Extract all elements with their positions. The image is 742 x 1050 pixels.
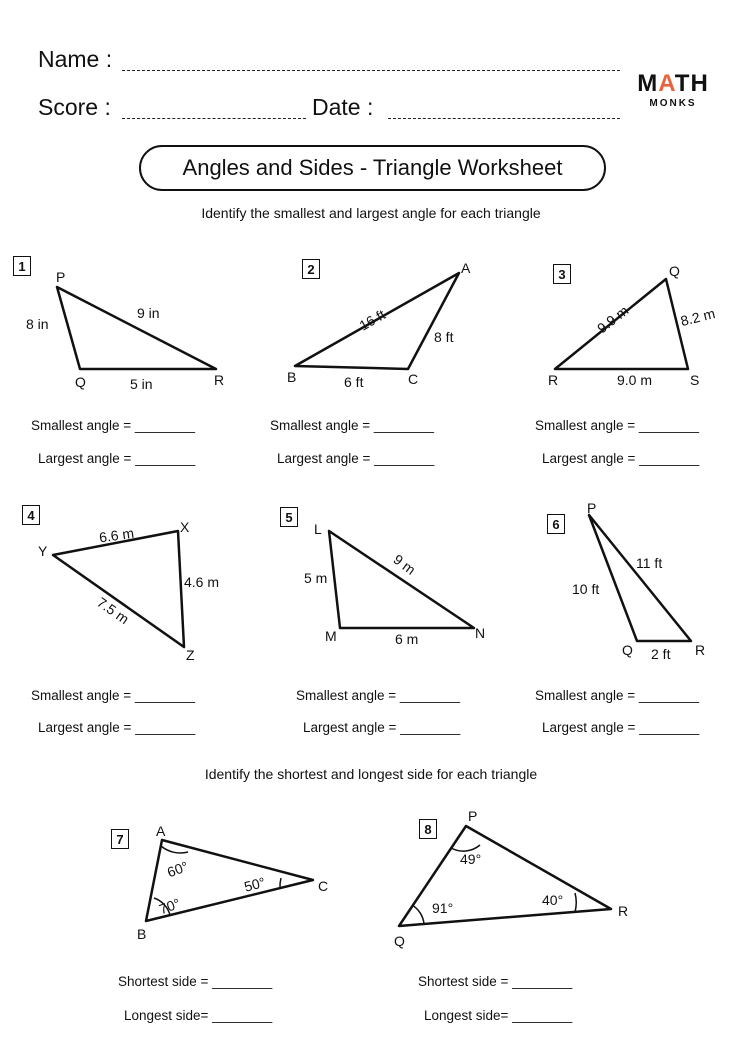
answer-longest-side-8[interactable]: Longest side= ________ <box>424 1008 573 1023</box>
date-label: Date : <box>312 94 374 120</box>
tri5-side-lm: 5 m <box>304 570 328 586</box>
triangle-4 <box>53 531 184 647</box>
tri2-side-ac: 8 ft <box>434 329 454 345</box>
tri1-vertex-q: Q <box>75 374 86 390</box>
tri7-angle-a: 60° <box>164 858 191 881</box>
worksheet-title: Angles and Sides - Triangle Worksheet <box>139 145 606 191</box>
tri4-side-yz: 7.5 m <box>94 593 132 628</box>
answer-largest-angle-1[interactable]: Largest angle = ________ <box>38 451 196 466</box>
answer-smallest-angle-1[interactable]: Smallest angle = ________ <box>31 418 195 433</box>
answer-smallest-angle-2[interactable]: Smallest angle = ________ <box>270 418 434 433</box>
tri1-side-qr: 5 in <box>130 376 153 392</box>
answer-largest-angle-4[interactable]: Largest angle = ________ <box>38 720 196 735</box>
answer-smallest-angle-3[interactable]: Smallest angle = ________ <box>535 418 699 433</box>
answer-shortest-side-7[interactable]: Shortest side = ________ <box>118 974 273 989</box>
tri4-vertex-y: Y <box>38 543 48 559</box>
answer-largest-angle-6[interactable]: Largest angle = ________ <box>542 720 700 735</box>
tri7-angle-b: 70° <box>156 895 183 918</box>
answer-longest-side-7[interactable]: Longest side= ________ <box>124 1008 273 1023</box>
tri3-vertex-r: R <box>548 372 559 388</box>
problem-number-6: 6 <box>547 514 565 534</box>
tri3-vertex-q: Q <box>669 263 680 279</box>
instruction-angles: Identify the smallest and largest angle for each triangle <box>201 205 541 221</box>
triangle-6 <box>589 515 691 641</box>
tri5-side-ln: 9 m <box>390 550 419 578</box>
logo-wordmark: MATH <box>637 70 709 97</box>
problem-number-8: 8 <box>419 819 437 839</box>
problem-number-5: 5 <box>280 507 298 527</box>
tri8-vertex-q: Q <box>394 933 405 949</box>
tri6-vertex-p: P <box>587 500 597 516</box>
tri5-vertex-m: M <box>325 628 337 644</box>
answer-smallest-angle-4[interactable]: Smallest angle = ________ <box>31 688 195 703</box>
problem-number-4: 4 <box>22 505 40 525</box>
tri6-vertex-q: Q <box>622 642 633 658</box>
name-label: Name : <box>38 46 113 72</box>
answer-shortest-side-8[interactable]: Shortest side = ________ <box>418 974 573 989</box>
triangle-8 <box>399 826 611 926</box>
answer-largest-angle-5[interactable]: Largest angle = ________ <box>303 720 461 735</box>
tri5-side-mn: 6 m <box>395 631 419 647</box>
tri1-side-pq: 8 in <box>26 316 49 332</box>
tri6-vertex-r: R <box>695 642 706 658</box>
logo-subtext: MONKS <box>649 98 697 109</box>
tri4-side-xz: 4.6 m <box>184 574 220 590</box>
tri2-side-ab: 16 ft <box>356 306 389 334</box>
tri8-angle-p: 49° <box>460 851 482 867</box>
tri5-vertex-n: N <box>475 625 486 641</box>
tri3-side-rs: 9.0 m <box>617 372 653 388</box>
problem-number-2: 2 <box>302 259 320 279</box>
answer-largest-angle-2[interactable]: Largest angle = ________ <box>277 451 435 466</box>
tri2-vertex-b: B <box>287 369 297 385</box>
tri6-side-pq: 10 ft <box>572 581 600 597</box>
tri7-vertex-c: C <box>318 878 329 894</box>
tri6-side-pr: 11 ft <box>636 555 663 571</box>
tri3-side-qr: 9.9 m <box>593 302 632 337</box>
triangle-1 <box>57 287 216 369</box>
tri4-vertex-x: X <box>180 519 190 535</box>
tri5-vertex-l: L <box>314 521 322 537</box>
triangle-3 <box>555 279 688 369</box>
tri8-vertex-p: P <box>468 808 478 824</box>
tri2-side-bc: 6 ft <box>344 374 364 390</box>
tri8-angle-r: 40° <box>542 892 564 908</box>
tri7-vertex-a: A <box>156 823 166 839</box>
answer-smallest-angle-6[interactable]: Smallest angle = ________ <box>535 688 699 703</box>
tri1-vertex-p: P <box>56 269 66 285</box>
tri2-vertex-c: C <box>408 371 419 387</box>
tri2-vertex-a: A <box>461 260 471 276</box>
triangle-5 <box>329 531 474 628</box>
tri6-side-qr: 2 ft <box>651 646 671 662</box>
tri3-side-qs: 8.2 m <box>678 305 717 330</box>
answer-smallest-angle-5[interactable]: Smallest angle = ________ <box>296 688 460 703</box>
score-label: Score : <box>38 94 111 120</box>
tri3-vertex-s: S <box>690 372 700 388</box>
tri4-vertex-z: Z <box>186 647 195 663</box>
problem-number-3: 3 <box>553 264 571 284</box>
instruction-sides: Identify the shortest and longest side for each triangle <box>204 766 538 782</box>
problem-number-7: 7 <box>111 829 129 849</box>
answer-largest-angle-3[interactable]: Largest angle = ________ <box>542 451 700 466</box>
tri1-side-pr: 9 in <box>137 305 160 321</box>
problem-number-1: 1 <box>13 256 31 276</box>
tri8-vertex-r: R <box>618 903 629 919</box>
tri1-vertex-r: R <box>214 372 225 388</box>
tri8-angle-q: 91° <box>432 900 454 916</box>
tri7-angle-c: 50° <box>242 873 267 895</box>
tri4-side-xy: 6.6 m <box>98 524 135 546</box>
tri7-vertex-b: B <box>137 926 147 942</box>
